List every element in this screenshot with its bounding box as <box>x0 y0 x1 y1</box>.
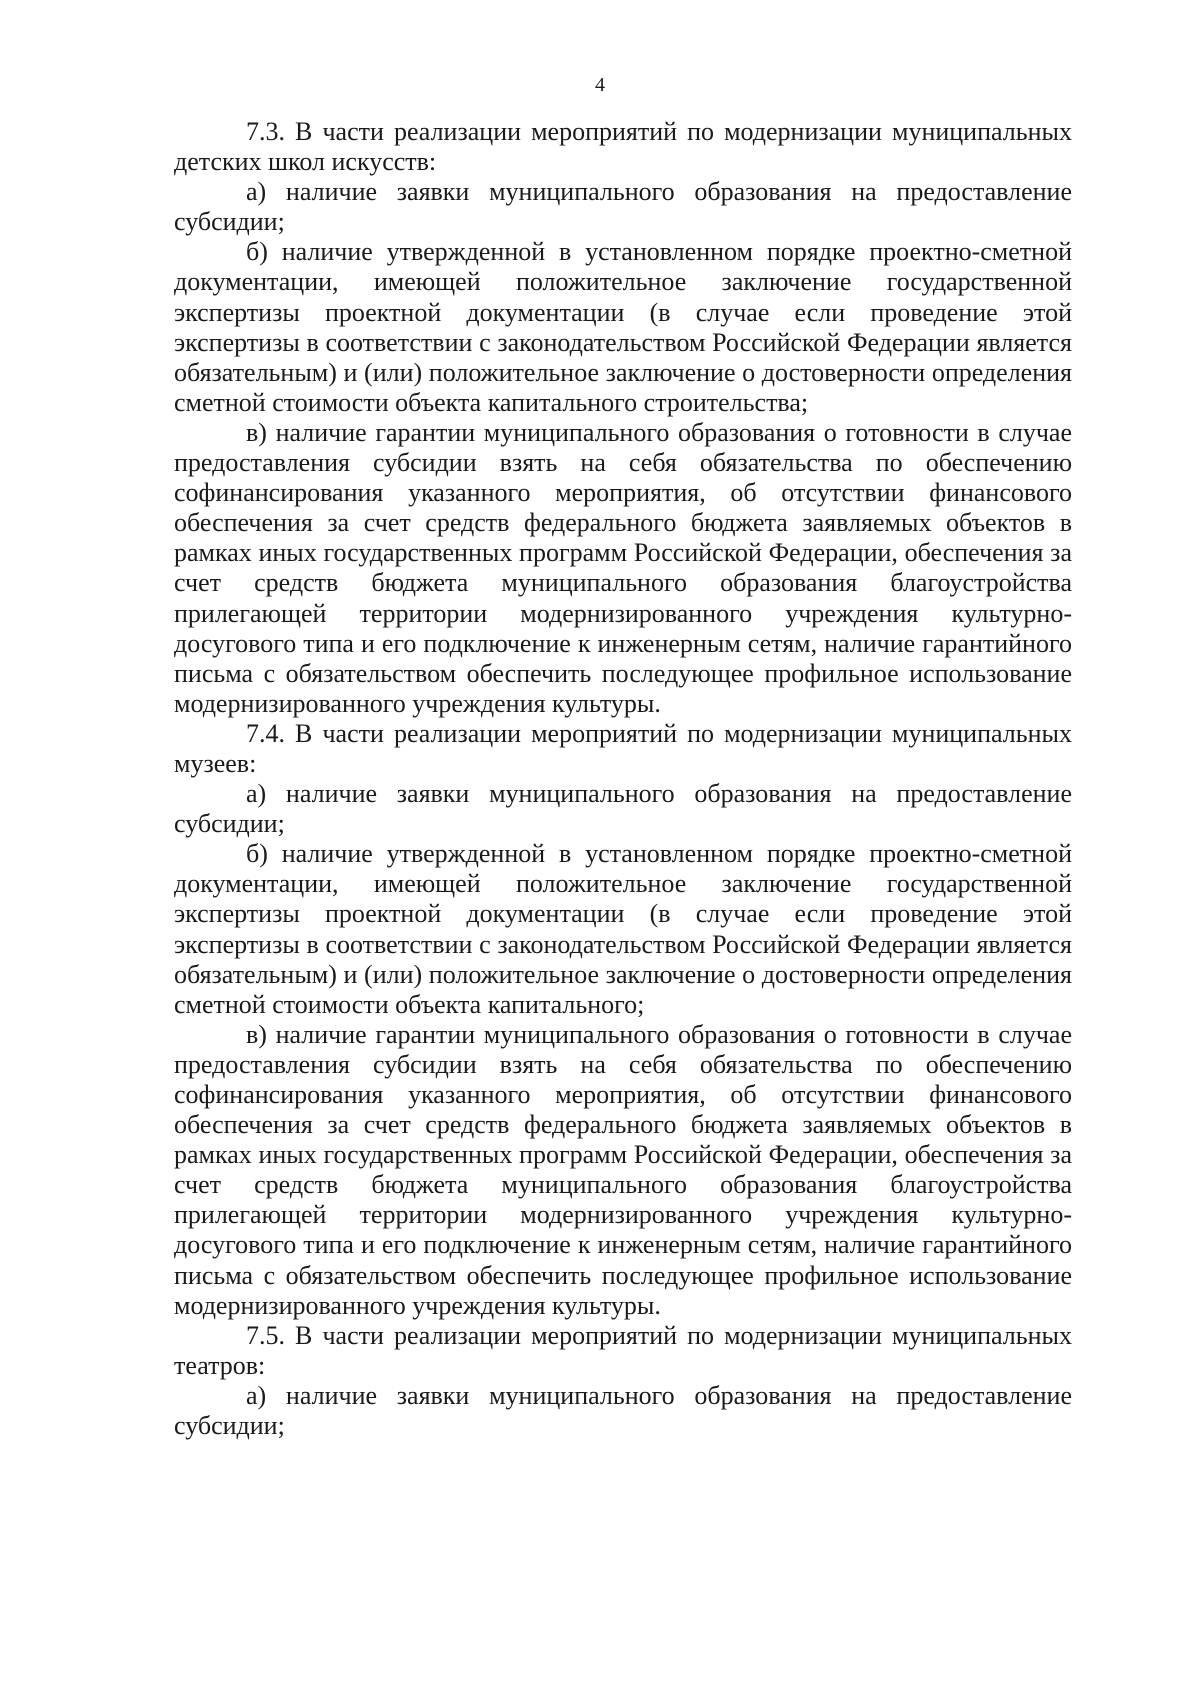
paragraph-7-5-heading: 7.5. В части реализации мероприятий по модернизации муниципальных театров: <box>174 1320 1072 1380</box>
paragraph-7-3-heading: 7.3. В части реализации мероприятий по модернизации муниципальных детских школ искусств: <box>174 117 1072 177</box>
paragraph-7-3-b: б) наличие утвержденной в установленном порядке проектно-сметной документации, имеющей положительное заключение государственной экспертизы проектной документации (в случае если проведение этой экспертизы в соответствии с законодательством Российской Федерации является обязательным) и (или) положительное заключение о достоверности определения сметной стоимости объекта капитального строительства; <box>174 237 1072 417</box>
paragraph-7-3-a: а) наличие заявки муниципального образования на предоставление субсидии; <box>174 177 1072 237</box>
page-number: 4 <box>595 74 605 96</box>
paragraph-7-5-a: а) наличие заявки муниципального образования на предоставление субсидии; <box>174 1380 1072 1441</box>
paragraph-7-4-a: а) наличие заявки муниципального образования на предоставление субсидии; <box>174 779 1072 839</box>
paragraph-7-4-b: б) наличие утвержденной в установленном порядке проектно-сметной документации, имеющей положительное заключение государственной экспертизы проектной документации (в случае если проведение этой экспертизы в соответствии с законодательством Российской Федерации является обязательным) и (или) положительное заключение о достоверности определения сметной стоимости объекта капитального; <box>174 839 1072 1019</box>
paragraph-7-4-heading: 7.4. В части реализации мероприятий по модернизации муниципальных музеев: <box>174 718 1072 778</box>
paragraph-7-3-v: в) наличие гарантии муниципального образования о готовности в случае предоставления субсидии взять на себя обязательства по обеспечению софинансирования указанного мероприятия, об отсутствии финансового обеспечения за счет средств федерального бюджета заявляемых объектов в рамках иных государственных программ Российской Федерации, обеспечения за счет средств бюджета муниципального образования благоустройства прилегающей территории модернизированного учреждения культурно-досугового типа и его подключение к инженерным сетям, наличие гарантийного письма с обязательством обеспечить последующее профильное использование модернизированного учреждения культуры. <box>174 417 1072 718</box>
paragraph-7-4-v: в) наличие гарантии муниципального образования о готовности в случае предоставления субсидии взять на себя обязательства по обеспечению софинансирования указанного мероприятия, об отсутствии финансового обеспечения за счет средств федерального бюджета заявляемых объектов в рамках иных государственных программ Российской Федерации, обеспечения за счет средств бюджета муниципального образования благоустройства прилегающей территории модернизированного учреждения культурно-досугового типа и его подключение к инженерным сетям, наличие гарантийного письма с обязательством обеспечить последующее профильное использование модернизированного учреждения культуры. <box>174 1019 1072 1320</box>
document-body <box>174 117 1072 1441</box>
